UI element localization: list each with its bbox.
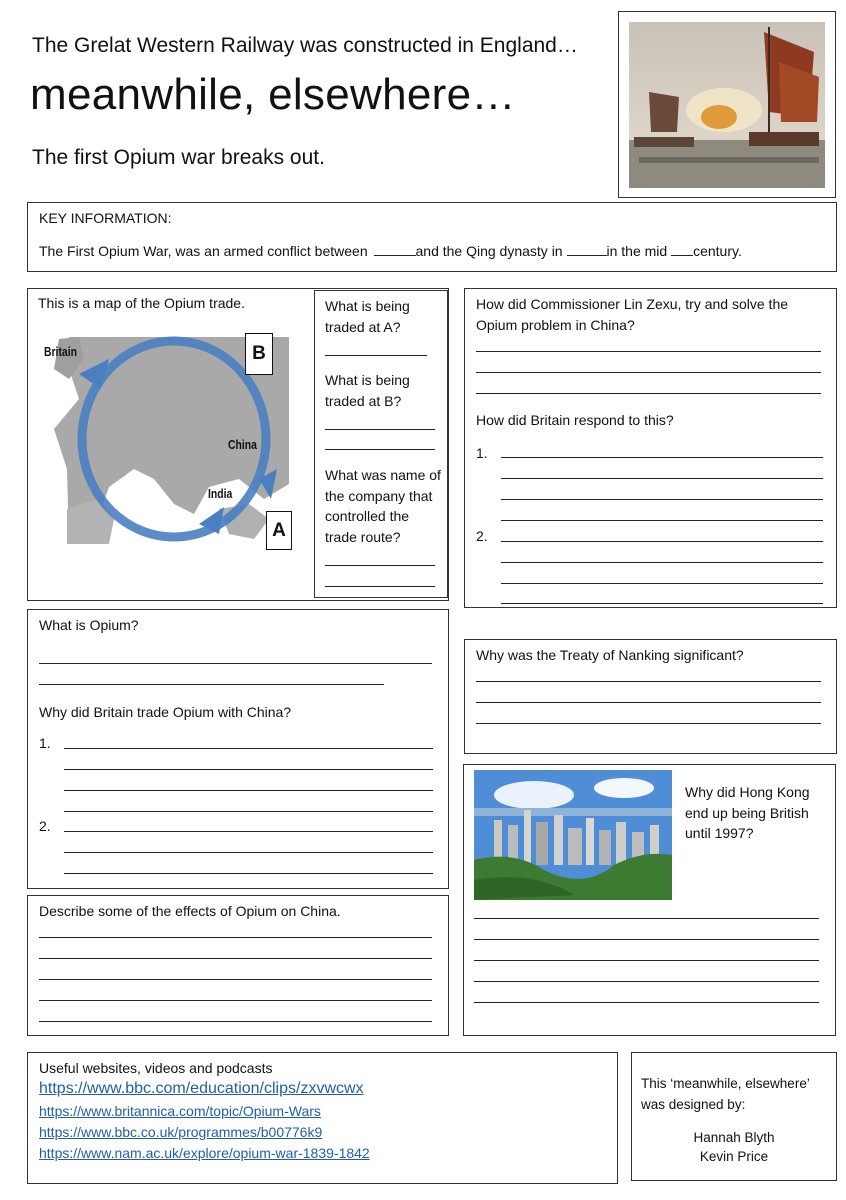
answer-line[interactable] <box>474 960 819 961</box>
answer-line[interactable] <box>64 873 433 874</box>
answer-line[interactable] <box>39 1000 432 1001</box>
credits-section <box>631 1052 837 1181</box>
key-information-box <box>27 202 837 272</box>
answer-line[interactable] <box>64 769 433 770</box>
answer-line[interactable] <box>325 355 427 356</box>
header-tagline: The first Opium war breaks out. <box>32 146 325 169</box>
answer-line[interactable] <box>325 429 435 430</box>
map-label-a: A <box>266 511 292 550</box>
answer-line[interactable] <box>64 790 433 791</box>
answer-line[interactable] <box>325 449 435 450</box>
key-info-part4: century. <box>693 243 742 259</box>
answer-line[interactable] <box>325 565 435 566</box>
answer-line[interactable] <box>501 457 823 458</box>
blank-century[interactable] <box>671 243 693 256</box>
designer-name: Hannah Blyth <box>693 1130 775 1145</box>
websites-heading: Useful websites, videos and podcasts <box>39 1060 273 1076</box>
answer-line[interactable] <box>64 748 433 749</box>
map-label-b: B <box>245 333 273 375</box>
map-label-india: India <box>208 486 233 501</box>
question-traded-at-b: What is being traded at B? <box>325 372 410 409</box>
answer-line[interactable] <box>474 981 819 982</box>
question-traded-at-a: What is being traded at A? <box>325 298 410 335</box>
answer-line[interactable] <box>476 702 821 703</box>
answer-line[interactable] <box>476 351 821 352</box>
answer-line[interactable] <box>64 852 433 853</box>
question-company: What was name of the company that controlled the trade route? <box>325 467 441 545</box>
question-why-trade: Why did Britain trade Opium with China? <box>39 704 292 720</box>
effects-section <box>27 895 449 1036</box>
map-questions-box <box>314 290 448 598</box>
answer-line[interactable] <box>39 958 432 959</box>
answer-line[interactable] <box>64 831 433 832</box>
answer-line[interactable] <box>476 393 821 394</box>
answer-line[interactable] <box>39 937 432 938</box>
map-label-britain: Britain <box>44 344 77 359</box>
answer-line[interactable] <box>501 520 823 521</box>
answer-line[interactable] <box>64 811 433 812</box>
key-info-part1: The First Opium War, was an armed conflict between <box>39 243 368 259</box>
answer-line[interactable] <box>39 663 432 664</box>
key-info-part3: in the mid <box>606 243 668 259</box>
key-info-part2: and the Qing dynasty in <box>415 243 563 259</box>
list-number: 2. <box>476 528 488 544</box>
lin-zexu-section <box>464 288 837 608</box>
list-number: 1. <box>476 445 488 461</box>
key-info-sentence <box>39 241 742 262</box>
key-info-heading: KEY INFORMATION: <box>39 210 172 226</box>
answer-line[interactable] <box>474 939 819 940</box>
blank-country[interactable] <box>374 243 416 256</box>
question-effects: Describe some of the effects of Opium on China. <box>39 903 341 919</box>
list-number: 2. <box>39 818 51 834</box>
question-what-is-opium: What is Opium? <box>39 617 139 633</box>
naval-battle-painting <box>629 22 825 188</box>
answer-line[interactable] <box>501 478 823 479</box>
map-section <box>27 288 449 601</box>
answer-line[interactable] <box>476 681 821 682</box>
answer-line[interactable] <box>501 562 823 563</box>
answer-line[interactable] <box>474 918 819 919</box>
opium-section <box>27 609 449 889</box>
link-bbc-education[interactable]: https://www.bbc.com/education/clips/zxvwcwx <box>39 1080 364 1097</box>
websites-section <box>27 1052 618 1184</box>
answer-line[interactable] <box>501 603 823 604</box>
link-bbc-programmes[interactable]: https://www.bbc.co.uk/programmes/b00776k9 <box>39 1124 323 1140</box>
answer-line[interactable] <box>501 541 823 542</box>
answer-line[interactable] <box>476 372 821 373</box>
link-britannica[interactable]: https://www.britannica.com/topic/Opium-Wars <box>39 1103 321 1119</box>
question-lin-zexu: How did Commissioner Lin Zexu, try and solve the Opium problem in China? <box>476 296 789 333</box>
answer-line[interactable] <box>501 499 823 500</box>
hong-kong-section <box>463 764 836 1036</box>
map-caption: This is a map of the Opium trade. <box>38 295 245 311</box>
question-nanking: Why was the Treaty of Nanking significant? <box>476 647 744 663</box>
answer-line[interactable] <box>39 1021 432 1022</box>
designer-name: Kevin Price <box>699 1149 769 1164</box>
page-title: meanwhile, elsewhere… <box>30 70 516 119</box>
credits-text: This ‘meanwhile, elsewhere’ was designed by: <box>641 1076 810 1112</box>
blank-place[interactable] <box>567 243 607 256</box>
header-subtitle: The Grelat Western Railway was constructed in England… <box>32 34 578 57</box>
nanking-section <box>464 639 837 754</box>
question-hong-kong: Why did Hong Kong end up being British until 1997? <box>685 784 810 841</box>
answer-line[interactable] <box>325 586 435 587</box>
painting-frame <box>618 11 836 198</box>
link-nam[interactable]: https://www.nam.ac.uk/explore/opium-war-1839-1842 <box>39 1145 370 1161</box>
question-britain-respond: How did Britain respond to this? <box>476 412 674 428</box>
hong-kong-skyline-photo <box>474 770 672 900</box>
answer-line[interactable] <box>39 684 384 685</box>
list-number: 1. <box>39 735 51 751</box>
answer-line[interactable] <box>39 979 432 980</box>
answer-line[interactable] <box>476 723 821 724</box>
answer-line[interactable] <box>501 583 823 584</box>
map-label-china: China <box>228 437 257 452</box>
answer-line[interactable] <box>474 1002 819 1003</box>
